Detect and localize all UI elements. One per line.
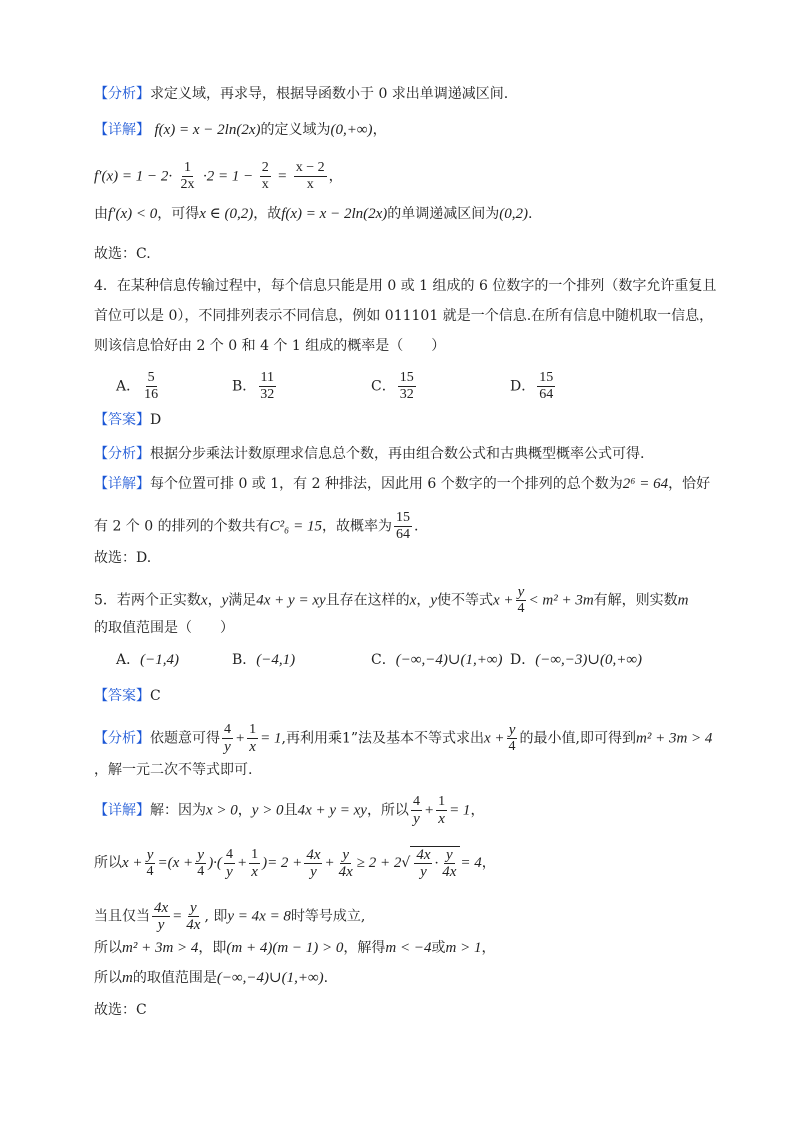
text: ，所以 bbox=[366, 802, 409, 819]
q5-detail-1 bbox=[94, 794, 484, 827]
frac-den: 4x bbox=[338, 863, 353, 880]
frac-den: 4x bbox=[442, 864, 457, 880]
q4-detail-1 bbox=[94, 474, 710, 494]
option-value: (−∞,−3)∪(0,+∞) bbox=[535, 652, 643, 668]
function-expr: f(x) = x − 2ln(2x) bbox=[154, 122, 261, 138]
fraction bbox=[294, 160, 327, 193]
q5-option-d bbox=[510, 650, 642, 670]
fraction bbox=[507, 722, 518, 755]
q5-detail-4 bbox=[94, 938, 495, 958]
q4-stem-line-2: 首位可以是 0），不同排列表示不同信息，例如 011101 就是一个信息.在所有信息中随机取一信息， bbox=[94, 308, 714, 324]
fraction bbox=[537, 370, 555, 403]
math: (x + bbox=[167, 855, 194, 871]
frac-den: 4x bbox=[186, 917, 201, 933]
math: m bbox=[122, 970, 133, 986]
math: = 1 bbox=[260, 730, 282, 747]
option-value: (−∞,−4)∪(1,+∞) bbox=[395, 652, 503, 668]
math: · bbox=[434, 855, 439, 872]
math: = 1 bbox=[449, 802, 471, 819]
option-value: (−1,4) bbox=[140, 652, 179, 668]
math: (m + 4)(m − 1) > 0 bbox=[226, 940, 344, 956]
detail-line-1 bbox=[94, 120, 387, 140]
text: 使不等式 bbox=[436, 592, 493, 609]
q4-choose: 故选：D. bbox=[94, 550, 152, 566]
frac-den: x bbox=[251, 863, 258, 880]
math: x + bbox=[122, 855, 143, 871]
text: 所以 bbox=[94, 855, 122, 871]
text: ，可得 bbox=[157, 206, 200, 222]
frac-num: y bbox=[146, 846, 154, 863]
frac-den: x bbox=[438, 811, 445, 827]
frac-den: 64 bbox=[395, 527, 410, 542]
analysis-line bbox=[94, 84, 508, 104]
fraction bbox=[195, 847, 206, 880]
domain-interval: (0,+∞) bbox=[330, 122, 373, 138]
text: ，故概率为 bbox=[321, 518, 392, 535]
math: m < −4 bbox=[385, 940, 432, 956]
frac-num: 1 bbox=[438, 794, 446, 809]
math: = bbox=[157, 855, 168, 871]
q5-option-c bbox=[371, 650, 503, 670]
math: m² + 3m > 4 bbox=[122, 940, 199, 956]
punct: . bbox=[413, 518, 419, 535]
text: 依题意可得 bbox=[150, 730, 220, 747]
math: + bbox=[236, 855, 248, 871]
option-label: A． bbox=[116, 378, 141, 395]
frac-num: y bbox=[190, 900, 197, 916]
fraction bbox=[411, 794, 422, 827]
frac-den: 16 bbox=[144, 387, 159, 402]
frac-num: 4 bbox=[412, 794, 420, 809]
punct: ， bbox=[481, 940, 496, 956]
punct: . bbox=[323, 970, 329, 986]
q4-stem-line-3: 则该信息恰好由 2 个 0 和 4 个 1 组成的概率是（ ） bbox=[94, 338, 446, 354]
math: )·( bbox=[208, 855, 222, 871]
frac-den: 32 bbox=[260, 387, 275, 402]
q5-option-a bbox=[116, 650, 179, 670]
q4-detail-2 bbox=[94, 510, 418, 543]
q4-analysis bbox=[94, 444, 644, 464]
math: x > 0 bbox=[206, 802, 238, 819]
fraction bbox=[222, 722, 233, 755]
punct: . bbox=[528, 206, 533, 222]
text: 或 bbox=[431, 940, 446, 956]
text: 所以 bbox=[94, 940, 122, 956]
radicand bbox=[410, 846, 460, 880]
frac-num: 1 bbox=[251, 846, 259, 862]
q4-option-d bbox=[510, 370, 557, 403]
math: y bbox=[430, 592, 437, 609]
text: ， bbox=[207, 592, 222, 609]
q5-stem-line-2: 的取值范围是（ ） bbox=[94, 620, 234, 636]
frac-den: x bbox=[306, 177, 314, 192]
fraction bbox=[337, 847, 355, 880]
frac-den: y bbox=[310, 863, 317, 880]
option-label: B． bbox=[232, 652, 257, 668]
q5-detail-3 bbox=[94, 900, 365, 933]
frac-den: y bbox=[226, 863, 233, 880]
text: 且存在这样的 bbox=[325, 592, 410, 609]
frac-den: 4 bbox=[197, 863, 205, 879]
text: 且 bbox=[283, 802, 298, 819]
fraction bbox=[436, 794, 447, 827]
math: x bbox=[409, 592, 417, 609]
text: ， bbox=[237, 802, 252, 819]
q5-analysis-line-2: ，解一元二次不等式即可. bbox=[94, 762, 253, 778]
punct: ， bbox=[372, 122, 387, 138]
text: 时等号成立, bbox=[290, 908, 366, 925]
fraction bbox=[260, 160, 271, 193]
fraction bbox=[247, 722, 258, 755]
frac-num: y bbox=[342, 846, 350, 863]
frac-num: 2 bbox=[261, 160, 269, 175]
answer-value: D bbox=[150, 412, 162, 428]
math: < m² + 3m bbox=[528, 592, 594, 609]
answer-value: C bbox=[150, 688, 161, 704]
detail-text-end: ，恰好 bbox=[668, 476, 711, 492]
derivative-line bbox=[94, 160, 343, 193]
text: 有解，则实数 bbox=[593, 592, 678, 609]
frac-den: 2x bbox=[180, 177, 195, 192]
frac-num: 4 bbox=[224, 722, 231, 737]
math: y = 4x = 8 bbox=[227, 908, 291, 925]
analysis-tag: 【分析】 bbox=[94, 446, 150, 462]
frac-num: 4x bbox=[416, 847, 431, 863]
math: 4x + y = xy bbox=[256, 592, 326, 609]
q4-option-b bbox=[232, 370, 278, 403]
q5-option-b bbox=[232, 650, 295, 670]
text: 所以 bbox=[94, 970, 122, 986]
frac-num: y bbox=[508, 722, 516, 738]
math: y bbox=[221, 592, 229, 609]
fraction bbox=[394, 510, 412, 543]
frac-den: 64 bbox=[539, 387, 554, 402]
punct: ， bbox=[328, 168, 343, 185]
detail-text: 每个位置可排 0 或 1，有 2 种排法，因此用 6 个数字的一个排列的总个数为 bbox=[150, 476, 623, 492]
q5-choose: 故选：C bbox=[94, 1002, 147, 1018]
text: 的最小值,即可得到 bbox=[519, 730, 636, 747]
frac-num: y bbox=[197, 846, 205, 863]
frac-num: y bbox=[445, 847, 453, 863]
option-label: D． bbox=[510, 652, 536, 668]
frac-num: 5 bbox=[147, 370, 155, 385]
math: x + bbox=[492, 592, 514, 609]
text: , 即 bbox=[204, 908, 228, 925]
option-label: B． bbox=[232, 378, 257, 395]
text: 解：因为 bbox=[150, 802, 206, 819]
math: (0,2) bbox=[499, 206, 529, 222]
text: ，解得 bbox=[343, 940, 386, 956]
option-label: A． bbox=[116, 652, 141, 668]
math: (−∞,−4)∪(1,+∞) bbox=[216, 970, 324, 986]
math: f(x) = x − 2ln(2x) bbox=[281, 206, 388, 222]
text: 的单调递减区间为 bbox=[387, 206, 500, 222]
q5-detail-5 bbox=[94, 968, 328, 988]
frac-num: y bbox=[517, 584, 525, 600]
fraction bbox=[152, 900, 170, 933]
radical-sign-icon: √ bbox=[401, 855, 411, 871]
math: f′(x) < 0 bbox=[108, 206, 158, 222]
frac-den: x bbox=[249, 739, 256, 755]
fraction bbox=[184, 900, 202, 933]
math: ) bbox=[262, 855, 268, 871]
text: 由 bbox=[94, 206, 108, 222]
frac-den: 4 bbox=[517, 601, 525, 616]
analysis-text: 根据分步乘法计数原理求信息总个数，再由组合数公式和古典概型概率公式可得. bbox=[150, 446, 645, 462]
text: ，故 bbox=[253, 206, 282, 222]
q5-answer bbox=[94, 686, 161, 706]
math: = 4 bbox=[460, 855, 482, 871]
text: 5．若两个正实数 bbox=[94, 592, 201, 609]
math: m > 1 bbox=[445, 940, 482, 956]
q5-stem-line-1 bbox=[94, 584, 689, 617]
text: ， bbox=[416, 592, 431, 609]
analysis-tag: 【分析】 bbox=[94, 730, 150, 747]
math: ≥ 2 + 2 bbox=[356, 855, 402, 871]
q5-detail-2 bbox=[94, 846, 496, 880]
frac-num: x − 2 bbox=[295, 160, 325, 175]
option-label: C． bbox=[371, 378, 396, 395]
math: 4x + y = xy bbox=[297, 802, 367, 819]
q4-option-a bbox=[116, 370, 162, 403]
fraction bbox=[440, 847, 458, 880]
text: 当且仅当 bbox=[94, 908, 150, 925]
math: x ∈ (0,2) bbox=[199, 206, 254, 222]
fraction bbox=[179, 160, 197, 193]
detail-tag: 【详解】 bbox=[94, 476, 150, 492]
fraction bbox=[304, 847, 322, 880]
frac-den: y bbox=[420, 864, 427, 880]
frac-den: x bbox=[261, 177, 269, 192]
derivative-expr-b: ·2 = 1 − bbox=[203, 168, 254, 185]
math: y > 0 bbox=[251, 802, 284, 819]
math: 2⁶ = 64 bbox=[622, 476, 669, 492]
fraction bbox=[249, 847, 260, 880]
frac-num: 15 bbox=[539, 370, 554, 385]
text: 的取值范围是 bbox=[132, 970, 217, 986]
math: + bbox=[235, 730, 246, 747]
frac-den: 4 bbox=[508, 739, 516, 754]
frac-num: 15 bbox=[395, 510, 410, 525]
frac-num: 4x bbox=[306, 846, 321, 863]
math: = bbox=[172, 908, 183, 925]
math: x bbox=[200, 592, 208, 609]
math: m² + 3m > 4 bbox=[636, 730, 713, 747]
text: 满足 bbox=[228, 592, 257, 609]
frac-num: 4 bbox=[225, 846, 233, 862]
decreasing-interval-line bbox=[94, 204, 532, 224]
equals: = bbox=[277, 168, 288, 185]
analysis-text: 求定义域，再求导，根据导函数小于 0 求出单调递减区间. bbox=[150, 86, 509, 102]
q4-stem-line-1: 4．在某种信息传输过程中，每个信息只能是用 0 或 1 组成的 6 位数字的一个排列（数字允许重复且 bbox=[94, 278, 717, 294]
frac-num: 15 bbox=[399, 370, 414, 385]
detail-tag: 【详解】 bbox=[94, 122, 150, 138]
fraction bbox=[516, 584, 527, 617]
frac-num: 1 bbox=[249, 722, 257, 737]
fraction bbox=[258, 370, 276, 403]
answer-tag: 【答案】 bbox=[94, 412, 150, 428]
math: = 2 + bbox=[267, 855, 303, 871]
option-label: C． bbox=[371, 652, 396, 668]
frac-den: 4 bbox=[146, 863, 154, 879]
fraction bbox=[142, 370, 160, 403]
square-root bbox=[401, 846, 460, 880]
math: C²₆ = 15 bbox=[269, 518, 322, 535]
derivative-expr-a: f′(x) = 1 − 2· bbox=[94, 168, 173, 185]
text: 有 2 个 0 的排列的个数共有 bbox=[94, 518, 270, 535]
q4-answer bbox=[94, 410, 161, 430]
fraction bbox=[414, 847, 432, 880]
option-value: (−4,1) bbox=[256, 652, 296, 668]
q5-analysis-line-1 bbox=[94, 722, 712, 755]
answer-tag: 【答案】 bbox=[94, 688, 150, 704]
math: + bbox=[324, 855, 335, 871]
frac-num: 4x bbox=[154, 900, 169, 916]
fraction bbox=[398, 370, 416, 403]
frac-num: 1 bbox=[184, 160, 192, 175]
option-label: D． bbox=[510, 378, 536, 395]
frac-num: 11 bbox=[260, 370, 275, 385]
frac-den: y bbox=[413, 811, 420, 827]
punct: ， bbox=[481, 855, 496, 871]
analysis-tag: 【分析】 bbox=[94, 86, 150, 102]
frac-den: 32 bbox=[399, 387, 414, 402]
q4-option-c bbox=[371, 370, 418, 403]
choose-line: 故选：C. bbox=[94, 246, 151, 262]
math: m bbox=[677, 592, 689, 609]
math: x + bbox=[484, 730, 505, 747]
detail-tag: 【详解】 bbox=[94, 802, 150, 819]
frac-den: y bbox=[157, 917, 165, 933]
frac-den: y bbox=[224, 739, 231, 755]
text: ,再利用乘1”法及基本不等式求出 bbox=[281, 730, 485, 747]
math: + bbox=[423, 802, 435, 819]
fraction bbox=[224, 847, 235, 880]
punct: ， bbox=[470, 802, 485, 819]
fraction bbox=[145, 847, 156, 880]
text: ，即 bbox=[198, 940, 227, 956]
domain-text: 的定义域为 bbox=[260, 122, 331, 138]
